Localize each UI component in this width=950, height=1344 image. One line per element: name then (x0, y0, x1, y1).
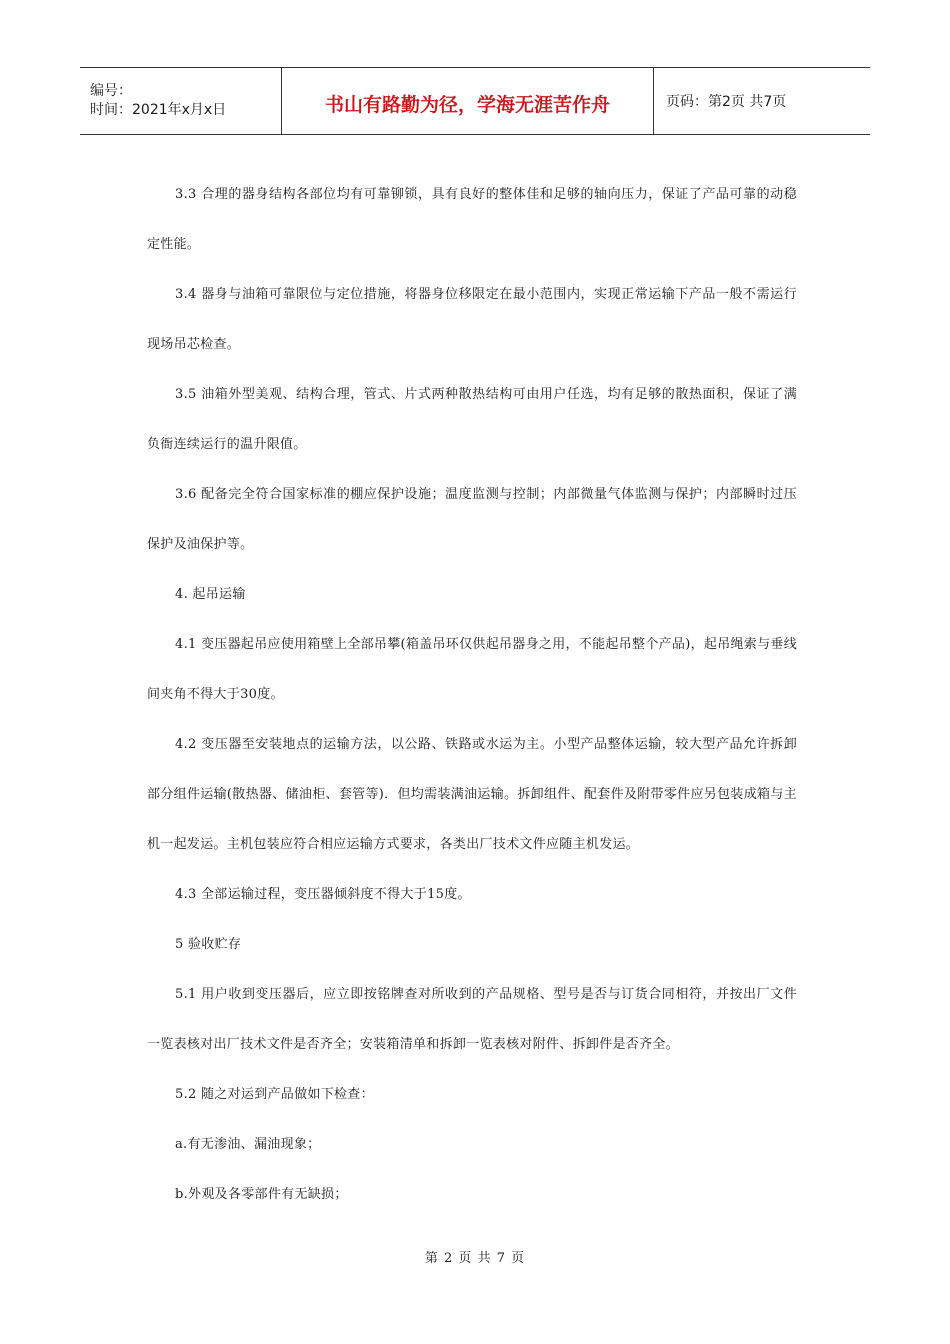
paragraph: 4.1 变压器起吊应使用箱壁上全部吊攀(箱盖吊环仅供起吊器身之用，不能起吊整个产品)，起吊绳索与垂线间夹角不得大于30度。 (147, 637, 797, 702)
paragraph: 5.2 随之对运到产品做如下检查： (175, 1087, 374, 1102)
section-heading: 5 验收贮存 (175, 937, 242, 952)
header-motto: 书山有路勤为径，学海无涯苦作舟 (281, 68, 654, 134)
header-page-info: 页码：第2页 共7页 (666, 94, 787, 110)
paragraph: 4.3 全部运输过程，变压器倾斜度不得大于15度。 (175, 887, 471, 902)
list-item: a.有无渗油、漏油现象； (175, 1137, 321, 1152)
document-body (147, 170, 797, 1220)
number-label: 编号： (90, 83, 132, 99)
header-meta (80, 68, 281, 134)
paragraph: 4.2 变压器至安装地点的运输方法，以公路、铁路或水运为主。小型产品整体运输，较大型产品允许拆卸部分组件运输(散热器、储油柜、套管等)．但均需装满油运输。拆卸组件、配套件及附带零件应另包装成箱与主机一起发运。主机包装应符合相应运输方式要求，各类出厂技术文件应随主机发运。 (147, 737, 797, 852)
page-footer: 第 2 页 共 7 页 (424, 1251, 526, 1266)
list-item: b.外观及各零部件有无缺损； (175, 1187, 348, 1202)
paragraph: 3.4 器身与油箱可靠限位与定位措施，将器身位移限定在最小范围内，实现正常运输下产品一般不需运行现场吊芯检查。 (147, 287, 797, 352)
paragraph: 3.3 合理的器身结构各部位均有可靠铆锁，具有良好的整体佳和足够的轴向压力，保证了产品可靠的动稳定性能。 (147, 187, 797, 252)
section-heading: 4. 起吊运输 (175, 587, 246, 602)
paragraph: 5.1 用户收到变压器后，应立即按铭牌查对所收到的产品规格、型号是否与订货合同相符，并按出厂文件一览表核对出厂技术文件是否齐全；安装箱清单和拆卸一览表核对附件、拆卸件是否齐全。 (147, 987, 797, 1052)
document-header (80, 67, 870, 135)
paragraph: 3.6 配备完全符合国家标准的棚应保护设施；温度监测与控制；内部微量气体监测与保护；内部瞬时过压保护及油保护等。 (147, 487, 797, 552)
paragraph: 3.5 油箱外型美观、结构合理，管式、片式两种散热结构可由用户任选，均有足够的散热面积，保证了满负衙连续运行的温升限值。 (147, 387, 797, 452)
time-label: 时间：2021年x月x日 (90, 102, 227, 118)
